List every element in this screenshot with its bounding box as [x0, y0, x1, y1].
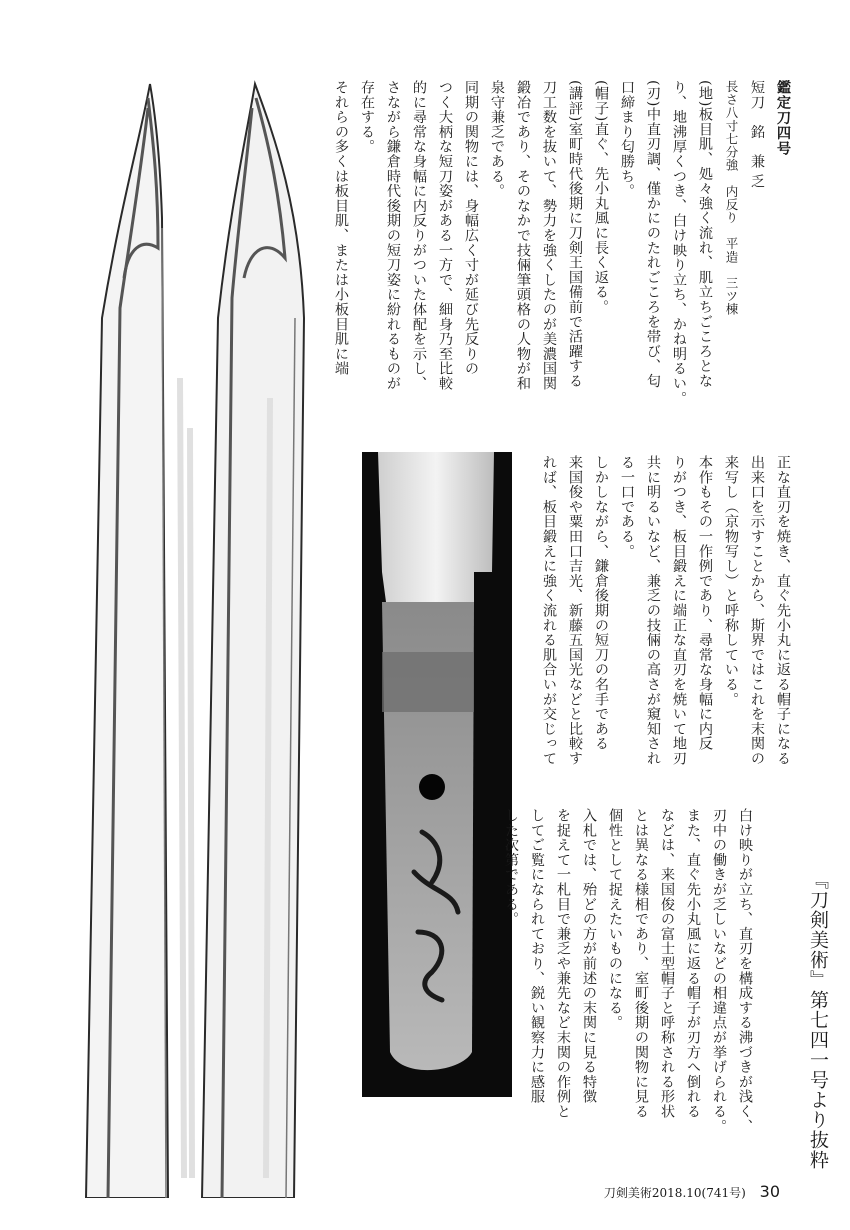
text-line: 入札では、殆どの方が前述の末関に見る特徴 — [581, 808, 597, 1104]
sword-oshigata-figure — [80, 78, 345, 1198]
text-line: 出来口を示すことから、斯界ではこれを末関の — [749, 455, 765, 766]
text-line: 本作もその一作例であり、尋常な身幅に内反 — [697, 455, 713, 751]
text-line: る一口である。 — [619, 455, 635, 559]
text-line: また、直ぐ先小丸風に返る帽子が刃方へ倒れる — [685, 808, 701, 1119]
text-line: しかしながら、鎌倉後期の短刀の名手である — [593, 455, 609, 751]
page-footer — [604, 1182, 780, 1201]
text-line: 来写し（京物写し）と呼称している。 — [723, 455, 739, 707]
page-number: 30 — [759, 1182, 780, 1201]
text-line: などは、来国俊の富士型帽子と呼称される形状 — [659, 808, 675, 1119]
article-text-upper — [316, 80, 796, 425]
text-line: (刃)中直刃調、僅かにのたれごころを帯び、匂 — [645, 80, 661, 389]
text-line: 刀工数を抜いて、勢力を強くしたのが美濃国関 — [541, 80, 557, 391]
tanto-photo — [362, 452, 512, 1097]
text-line: 泉守兼乏である。 — [489, 80, 505, 199]
text-line: 白け映りが立ち、直刃を構成する沸づきが浅く、 — [737, 808, 753, 1134]
text-line: を捉えて一札目で兼乏や兼先など末関の作例と — [555, 808, 571, 1119]
text-line: 正な直刃を焼き、直ぐ先小丸に返る帽子になる — [775, 455, 791, 766]
text-line: した次第である。 — [503, 808, 519, 927]
source-caption: 『刀剣美術』第七四一号より抜粋 — [807, 870, 829, 1170]
text-line: (地)板目肌、処々強く流れ、肌立ちごころとな — [697, 80, 713, 389]
text-line: れば、板目鍛えに強く流れる肌合いが交じって — [541, 455, 557, 766]
text-line: りがつき、板目鍛えに端正な直刃を焼いて地刃 — [671, 455, 687, 766]
tanto-tang-image — [362, 452, 512, 1097]
text-line: (講評)室町時代後期に刀剣王国備前で活躍する — [567, 80, 583, 389]
mekugi-ana — [419, 774, 445, 800]
journal-issue: 刀剣美術2018.10(741号) — [603, 1186, 746, 1200]
text-line: してご覧になられており、鋭い観察力に感服 — [529, 808, 545, 1104]
article-text-middle — [496, 455, 796, 785]
text-line: り、地沸厚くつき、白け映り立ち、かね明るい。 — [671, 80, 687, 406]
text-line: 来国俊や粟田口吉光、新藤五国光などと比較す — [567, 455, 583, 766]
text-line: 共に明るいなど、兼乏の技倆の高さが窺知され — [645, 455, 661, 766]
text-line: 長さ八寸七分強 内反り 平造 三ツ棟 — [724, 80, 739, 316]
text-line: それらの多くは板目肌、または小板目肌に端 — [333, 80, 349, 376]
text-line: 刃中の働きが乏しいなどの相違点が挙げられる。 — [711, 808, 727, 1134]
article-text-lower — [498, 808, 758, 1176]
text-line: 個性として捉えたいものになる。 — [607, 808, 623, 1030]
text-line: 短刀 銘 兼 乏 — [749, 80, 765, 189]
text-line: 同期の関物には、身幅広く寸が延び先反りの — [463, 80, 479, 376]
text-line: とは異なる様相であり、室町後期の関物に見る — [633, 808, 649, 1119]
article-heading: 鑑定刀四号 — [775, 80, 791, 156]
habaki-area — [382, 652, 474, 712]
text-line: 存在する。 — [359, 80, 375, 154]
text-line: 口締まり匂勝ち。 — [619, 80, 635, 199]
text-line: 鍛冶であり、そのなかで技倆筆頭格の人物が和 — [515, 80, 531, 391]
text-line: さながら鎌倉時代後期の短刀姿に紛れるものが — [385, 80, 401, 391]
text-line: 的に尋常な身幅に内反りがついた体配を示し、 — [411, 80, 427, 391]
text-line: (帽子)直ぐ、先小丸風に長く返る。 — [593, 80, 609, 315]
text-line: つく大柄な短刀姿がある一方で、細身乃至比較 — [437, 80, 453, 391]
